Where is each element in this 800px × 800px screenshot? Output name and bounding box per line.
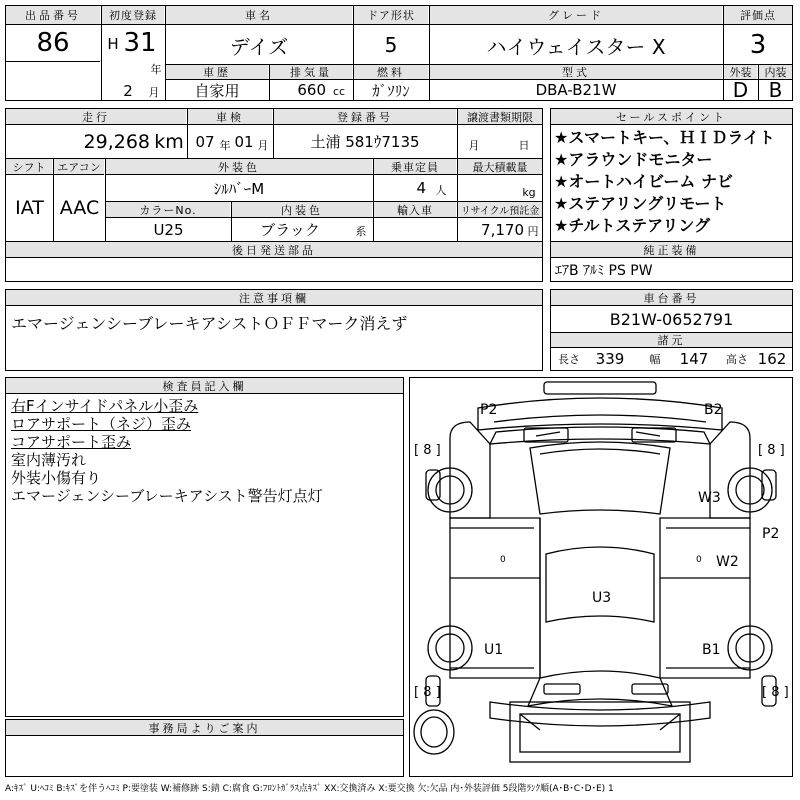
mark-u1: U1 <box>484 642 504 658</box>
width-value: 147 <box>679 350 709 368</box>
month-unit: 月 <box>148 86 160 99</box>
capacity-unit: 人 <box>435 184 447 197</box>
exterior-color: ｼﾙﾊﾞｰM <box>213 179 265 198</box>
grade-value: ハイウェイスター X <box>486 34 666 59</box>
interior-color-label: 内装色 <box>232 202 372 217</box>
sales-points-list <box>554 127 792 237</box>
max-load-label: 最大積載量 <box>458 159 542 174</box>
inspector-notes <box>11 397 323 505</box>
recycle-deposit-label: リサイクル預託金 <box>458 202 542 217</box>
model-code: DBA-B21W <box>535 81 617 99</box>
registration-number-label: 登録番号 <box>274 109 456 124</box>
mark-u3: U3 <box>592 590 612 606</box>
mark-w3: W3 <box>698 490 721 506</box>
inspection-year: 07 <box>195 133 215 151</box>
svg-text:0: 0 <box>696 555 702 565</box>
inspection-year-unit: 年 <box>219 139 231 152</box>
inspector-note-line: 右Fインサイドパネル小歪み <box>11 397 199 415</box>
lot-number: 86 <box>36 28 70 58</box>
door-type-label: ドア形状 <box>354 6 428 24</box>
sales-points-label: セールスポイント <box>551 109 792 124</box>
damage-diagram-panel <box>409 377 793 777</box>
chassis-number: B21W-0652791 <box>609 309 734 329</box>
height-value: 162 <box>757 350 787 368</box>
tire-label-front-left: [ 8 ] <box>414 443 441 458</box>
length-label: 長さ <box>558 353 580 366</box>
mark-b1: B1 <box>702 642 721 658</box>
transfer-month-unit: 月 <box>468 139 480 152</box>
mark-p2-front: P2 <box>480 402 498 418</box>
notes-label: 注意事項欄 <box>6 290 542 305</box>
transfer-day-unit: 日 <box>518 139 530 152</box>
svg-text:0: 0 <box>500 555 506 565</box>
chassis-panel <box>550 289 793 371</box>
era-value: H <box>107 35 119 53</box>
year-unit: 年 <box>150 63 162 76</box>
tire-label-rear-left: [ 8 ] <box>414 685 441 700</box>
first-registration-label: 初度登録 <box>102 6 164 24</box>
door-count: 5 <box>384 33 398 57</box>
score-label: 評価点 <box>724 6 792 24</box>
tire-label-rear-right: [ 8 ] <box>762 685 789 700</box>
sales-point-item: ★アラウンドモニター <box>554 150 713 169</box>
notes-panel <box>5 289 543 371</box>
mileage-value: 29,268 <box>83 130 150 153</box>
car-name: デイズ <box>229 34 289 59</box>
office-panel <box>5 719 404 777</box>
inspection-month: 01 <box>234 133 254 151</box>
color-number: U25 <box>153 220 184 239</box>
inspector-note-line: エマージェンシーブレーキアシスト警告灯点灯 <box>11 487 323 505</box>
ac-value: AAC <box>59 197 100 219</box>
exterior-rating: D <box>732 80 749 100</box>
sales-point-item: ★チルトステアリング <box>554 216 711 235</box>
width-label: 幅 <box>649 353 661 366</box>
vehicle-header-panel <box>5 5 793 101</box>
standard-equipment-value: ｴｱB ｱﾙﾐ PS PW <box>555 263 653 279</box>
model-label: 型式 <box>430 64 722 79</box>
history-label: 車歴 <box>166 64 268 79</box>
tire-label-front-right: [ 8 ] <box>758 443 785 458</box>
inspector-note-line: 室内薄汚れ <box>11 451 87 469</box>
exterior-color-label: 外装色 <box>106 159 372 174</box>
mark-p2-right: P2 <box>762 526 780 542</box>
lot-number-label: 出品番号 <box>6 6 100 24</box>
registration-month: 2 <box>123 82 133 100</box>
exterior-label: 外装 <box>724 64 757 79</box>
interior-color: ブラック <box>260 221 320 239</box>
office-label: 事務局よりご案内 <box>6 720 403 735</box>
registration-year: 31 <box>123 28 157 58</box>
interior-label: 内装 <box>759 64 792 79</box>
shift-label: シフト <box>6 159 52 174</box>
cc-unit: cc <box>332 84 346 98</box>
fuel-label: 燃料 <box>354 64 428 79</box>
capacity-label: 乗車定員 <box>374 159 456 174</box>
registration-number: 土浦 581ｳ7135 <box>310 133 420 151</box>
length-value: 339 <box>595 350 625 368</box>
inspector-label: 検査員記入欄 <box>6 378 403 393</box>
sales-point-item: ★スマートキー、ＨＩＤライト <box>554 128 775 147</box>
dimensions-label: 諸元 <box>551 333 792 347</box>
mileage-label: 走行 <box>6 109 186 124</box>
height-label: 高さ <box>726 353 748 366</box>
interior-color-unit: 系 <box>355 225 367 238</box>
fuel-value: ｶﾞｿﾘﾝ <box>372 81 410 100</box>
interior-rating: B <box>768 80 783 100</box>
vehicle-details-panel <box>5 108 543 282</box>
chassis-label: 車台番号 <box>551 290 792 305</box>
inspector-note-line: ロアサポート（ネジ）歪み <box>11 415 192 433</box>
notes-text: エマージェンシーブレーキアシストＯＦＦマーク消えず <box>11 314 408 333</box>
sales-point-item: ★オートハイビーム ナビ <box>554 172 733 191</box>
transfer-deadline-label: 譲渡書類期限 <box>458 109 542 124</box>
ac-label: エアコン <box>54 159 104 174</box>
shift-value: IAT <box>15 197 44 219</box>
standard-equipment-label: 純正装備 <box>551 242 792 257</box>
recycle-unit: 円 <box>527 225 539 238</box>
legend-text: A:ｷｽﾞ U:ﾍｺﾐ B:ｷｽﾞを伴うﾍｺﾐ P:要塗装 W:補修跡 S:錆 C:腐食 G:ﾌﾛﾝﾄｶﾞﾗｽ点ｷｽﾞ XX:交換済み X:要交換 欠:欠品 内･外装評価 5段階ﾗﾝｸ順(A･B･C･D･E) 1 <box>5 784 614 794</box>
inspector-note-line: コアサポート歪み <box>11 433 132 451</box>
mark-b2: B2 <box>704 402 723 418</box>
inspector-panel <box>5 377 404 717</box>
inspector-note-line: 外装小傷有り <box>11 469 102 487</box>
km-unit: km <box>154 130 184 153</box>
displacement-label: 排気量 <box>270 64 352 79</box>
capacity-value: 4 <box>416 179 426 197</box>
later-parts-label: 後日発送部品 <box>6 242 542 257</box>
car-diagram <box>410 378 792 776</box>
sales-points-panel <box>550 108 793 282</box>
displacement-value: 660 <box>297 81 326 99</box>
inspection-month-unit: 月 <box>257 139 269 152</box>
color-number-label: カラーNo. <box>106 202 230 217</box>
grade-label: グレード <box>430 6 722 24</box>
load-unit: kg <box>522 185 536 199</box>
sales-point-item: ★ステアリングリモート <box>554 194 727 213</box>
import-label: 輸入車 <box>374 202 456 217</box>
history-value: 自家用 <box>194 81 240 100</box>
score-value: 3 <box>749 29 767 60</box>
car-name-label: 車名 <box>166 6 352 24</box>
recycle-deposit: 7,170 <box>481 220 524 239</box>
mark-w2: W2 <box>716 554 739 570</box>
inspection-label: 車検 <box>188 109 272 124</box>
